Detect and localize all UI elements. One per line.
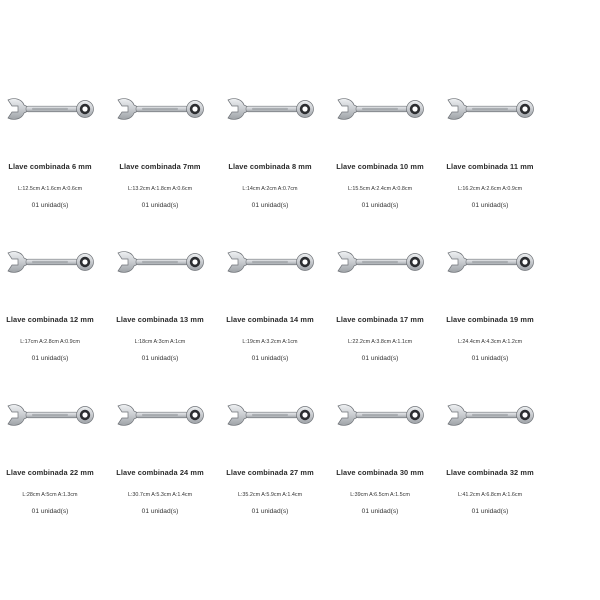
product-quantity: 01 unidad(s)	[361, 508, 399, 515]
product-title: Llave combinada 30 mm	[336, 468, 424, 477]
combination-wrench-icon	[222, 402, 318, 428]
combination-wrench-icon	[112, 96, 208, 122]
product-title: Llave combinada 13 mm	[116, 315, 204, 324]
product-title: Llave combinada 10 mm	[336, 162, 424, 171]
product-dimensions: L:13.2cm A:1.8cm A:0.6cm	[127, 186, 193, 192]
combination-wrench-icon	[2, 96, 98, 122]
product-quantity: 01 unidad(s)	[361, 355, 399, 362]
product-quantity: 01 unidad(s)	[471, 355, 509, 362]
product-card[interactable]	[215, 96, 325, 209]
combination-wrench-icon	[112, 249, 208, 275]
product-title: Llave combinada 17 mm	[336, 315, 424, 324]
combination-wrench-icon	[442, 249, 538, 275]
product-title: Llave combinada 12 mm	[6, 315, 94, 324]
product-dimensions: L:41.2cm A:6.8cm A:1.6cm	[457, 492, 523, 498]
product-quantity: 01 unidad(s)	[251, 355, 289, 362]
combination-wrench-icon	[222, 249, 318, 275]
product-card[interactable]	[105, 402, 215, 515]
product-title: Llave combinada 27 mm	[226, 468, 314, 477]
product-title: Llave combinada 11 mm	[446, 162, 534, 171]
product-title: Llave combinada 6 mm	[8, 162, 92, 171]
product-dimensions: L:18cm A:3cm A:1cm	[134, 339, 186, 345]
product-dimensions: L:35.2cm A:5.9cm A:1.4cm	[237, 492, 303, 498]
combination-wrench-icon	[442, 96, 538, 122]
combination-wrench-icon	[332, 402, 428, 428]
product-title: Llave combinada 19 mm	[446, 315, 534, 324]
product-quantity: 01 unidad(s)	[141, 355, 179, 362]
product-dimensions: L:16.2cm A:2.6cm A:0.9cm	[457, 186, 523, 192]
product-card[interactable]	[435, 402, 545, 515]
product-quantity: 01 unidad(s)	[471, 202, 509, 209]
combination-wrench-icon	[2, 402, 98, 428]
combination-wrench-icon	[332, 96, 428, 122]
product-card[interactable]	[435, 249, 545, 362]
product-dimensions: L:28cm A:5cm A:1.3cm	[22, 492, 78, 498]
product-dimensions: L:14cm A:2cm A:0.7cm	[242, 186, 298, 192]
product-quantity: 01 unidad(s)	[31, 202, 69, 209]
product-card[interactable]	[215, 402, 325, 515]
product-quantity: 01 unidad(s)	[251, 508, 289, 515]
combination-wrench-icon	[222, 96, 318, 122]
product-quantity: 01 unidad(s)	[31, 355, 69, 362]
combination-wrench-icon	[442, 402, 538, 428]
product-card[interactable]	[215, 249, 325, 362]
product-title: Llave combinada 24 mm	[116, 468, 204, 477]
product-card[interactable]	[0, 249, 105, 362]
product-card[interactable]	[325, 96, 435, 209]
product-quantity: 01 unidad(s)	[361, 202, 399, 209]
product-dimensions: L:22.2cm A:3.8cm A:1.1cm	[347, 339, 413, 345]
product-dimensions: L:12.5cm A:1.6cm A:0.6cm	[17, 186, 83, 192]
product-dimensions: L:30.7cm A:5.3cm A:1.4cm	[127, 492, 193, 498]
product-card[interactable]	[105, 96, 215, 209]
product-card[interactable]	[105, 249, 215, 362]
combination-wrench-icon	[2, 249, 98, 275]
product-quantity: 01 unidad(s)	[471, 508, 509, 515]
product-quantity: 01 unidad(s)	[141, 508, 179, 515]
product-card[interactable]	[325, 402, 435, 515]
product-quantity: 01 unidad(s)	[31, 508, 69, 515]
product-title: Llave combinada 8 mm	[228, 162, 312, 171]
product-title: Llave combinada 7mm	[119, 162, 201, 171]
product-quantity: 01 unidad(s)	[141, 202, 179, 209]
product-dimensions: L:39cm A:6.5cm A:1.5cm	[350, 492, 410, 498]
product-title: Llave combinada 22 mm	[6, 468, 94, 477]
product-title: Llave combinada 32 mm	[446, 468, 534, 477]
product-card[interactable]	[0, 402, 105, 515]
product-quantity: 01 unidad(s)	[251, 202, 289, 209]
product-card[interactable]	[435, 96, 545, 209]
combination-wrench-icon	[332, 249, 428, 275]
product-dimensions: L:17cm A:2.8cm A:0.9cm	[20, 339, 80, 345]
product-card[interactable]	[0, 96, 105, 209]
product-card[interactable]	[325, 249, 435, 362]
product-title: Llave combinada 14 mm	[226, 315, 314, 324]
product-dimensions: L:19cm A:3.2cm A:1cm	[242, 339, 298, 345]
product-dimensions: L:15.5cm A:2.4cm A:0.8cm	[347, 186, 413, 192]
combination-wrench-icon	[112, 402, 208, 428]
product-dimensions: L:24.4cm A:4.3cm A:1.2cm	[457, 339, 523, 345]
